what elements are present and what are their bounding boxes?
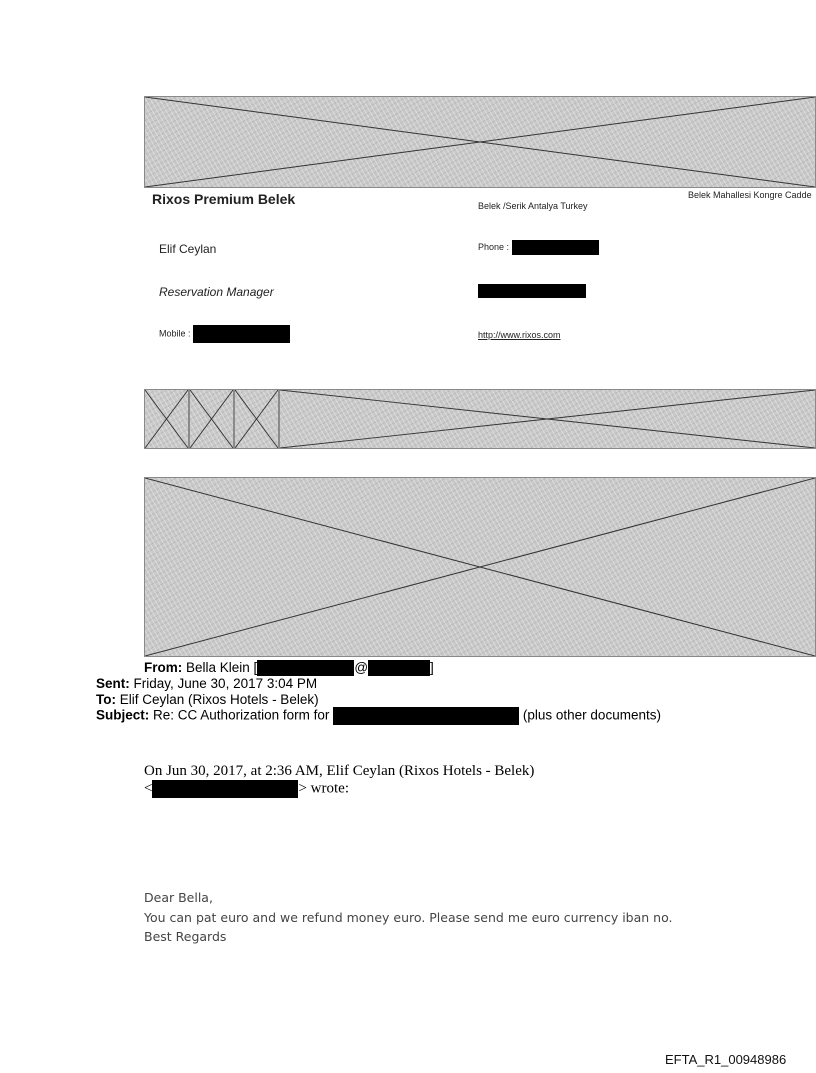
website-link[interactable]: http://www.rixos.com <box>478 330 561 340</box>
from-label: From: <box>144 660 183 675</box>
hotel-name: Rixos Premium Belek <box>152 191 296 207</box>
promo-strip-image <box>279 389 816 449</box>
social-icon-2[interactable] <box>189 389 234 449</box>
from-close: ] <box>430 660 434 675</box>
message-greeting: Dear Bella, <box>144 890 213 905</box>
from-name: Bella Klein [ <box>186 660 258 675</box>
sent-value: Friday, June 30, 2017 3:04 PM <box>133 676 318 691</box>
banner-image-placeholder <box>144 96 816 188</box>
from-email-domain-redaction <box>368 660 430 676</box>
sent-label: Sent: <box>96 676 130 691</box>
subject-line <box>96 707 661 725</box>
phone-label: Phone : <box>478 241 510 252</box>
document-id: EFTA_R1_00948986 <box>665 1052 787 1067</box>
from-line <box>144 660 434 676</box>
from-at: @ <box>354 660 369 675</box>
message-closing: Best Regards <box>144 929 227 944</box>
subject-redaction <box>333 707 519 725</box>
email-redaction <box>478 284 586 298</box>
subject-label: Subject: <box>96 707 150 723</box>
sent-line <box>96 676 317 691</box>
message-body: You can pat euro and we refund money euro. Please send me euro currency iban no. <box>144 910 673 925</box>
phone-row <box>478 240 599 255</box>
address-street: Belek Mahallesi Kongre Cadde <box>688 190 812 200</box>
phone-redaction <box>512 240 599 255</box>
promo-image-placeholder <box>144 477 816 657</box>
to-label: To: <box>96 692 116 707</box>
from-email-user-redaction <box>257 660 354 676</box>
quote-open-bracket: < <box>144 780 153 797</box>
broken-image-icon <box>145 390 188 448</box>
social-icons-strip <box>144 389 816 449</box>
broken-image-icon <box>145 97 815 187</box>
mobile-row <box>159 325 290 343</box>
quote-line-1: On Jun 30, 2017, at 2:36 AM, Elif Ceylan (Rixos Hotels - Belek) <box>144 763 535 779</box>
social-icon-1[interactable] <box>144 389 189 449</box>
broken-image-icon <box>280 390 815 448</box>
to-value: Elif Ceylan (Rixos Hotels - Belek) <box>119 692 319 707</box>
quote-wrote: > wrote: <box>298 780 349 797</box>
person-title: Reservation Manager <box>159 285 274 299</box>
address-city: Belek /Serik Antalya Turkey <box>478 201 588 211</box>
subject-suffix: (plus other documents) <box>522 707 661 723</box>
quote-email-redaction <box>152 780 298 798</box>
broken-image-icon <box>235 390 278 448</box>
person-name: Elif Ceylan <box>159 242 217 256</box>
to-line <box>96 692 319 707</box>
broken-image-icon <box>145 478 815 656</box>
mobile-redaction <box>193 325 290 343</box>
quote-line-2 <box>144 780 349 798</box>
mobile-label: Mobile : <box>159 328 191 339</box>
subject-prefix: Re: CC Authorization form for <box>153 707 330 723</box>
broken-image-icon <box>190 390 233 448</box>
social-icon-3[interactable] <box>234 389 279 449</box>
